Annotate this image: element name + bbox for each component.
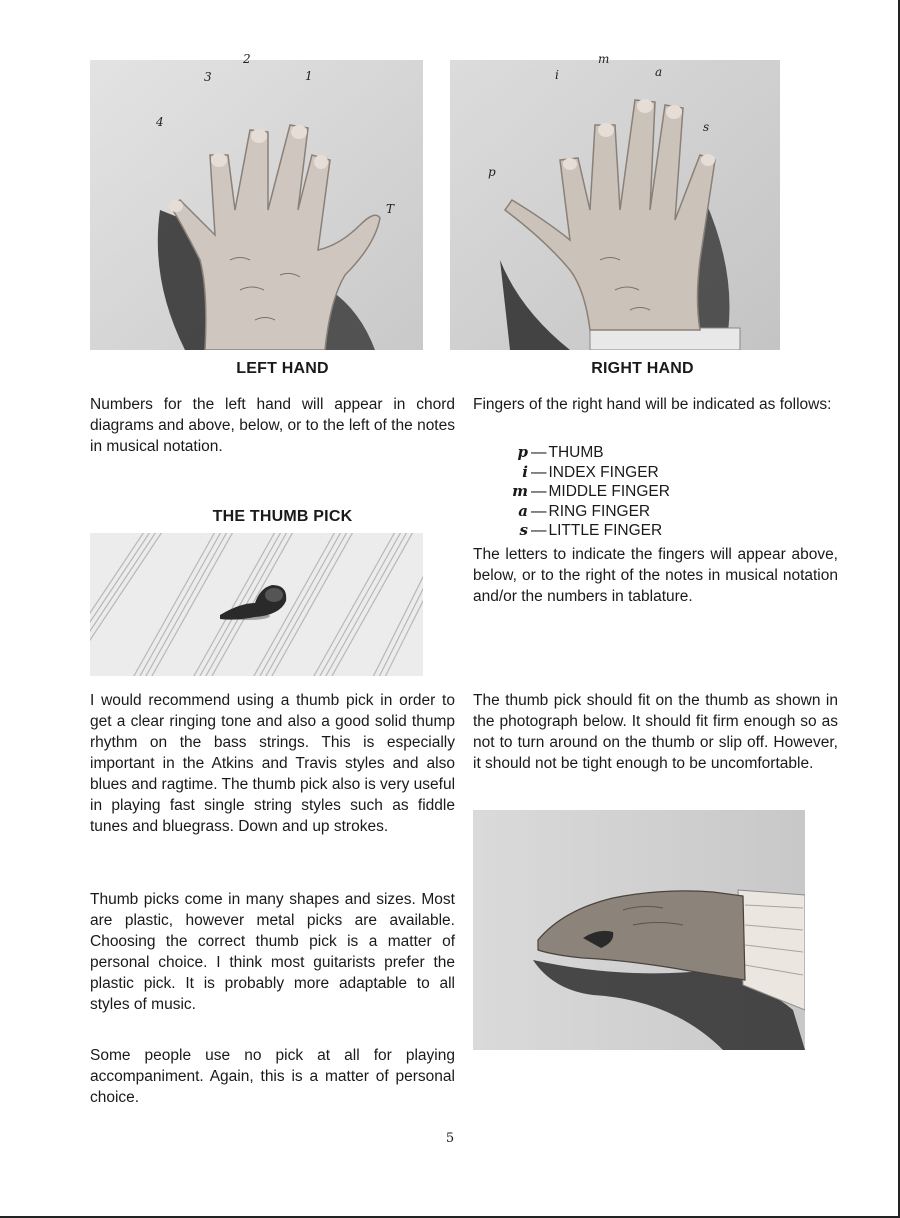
finger-legend <box>508 443 670 541</box>
thumb-pick-photo <box>90 533 423 676</box>
legend-dash: — <box>531 444 547 461</box>
hand-with-thumb-pick-photo <box>473 810 805 1050</box>
legend-letter: s <box>519 521 528 539</box>
legend-row-ring <box>508 502 670 522</box>
legend-dash: — <box>531 522 547 539</box>
right-finger-label-p: p <box>488 165 496 179</box>
left-finger-label-2: 2 <box>243 52 251 66</box>
thumb-pick-heading: THE THUMB PICK <box>212 508 353 525</box>
page-number: 5 <box>445 1131 455 1146</box>
left-hand-text: Numbers for the left hand will appear in chord diagrams and above, below, or to the left of the notes in musical notation. <box>90 396 455 455</box>
legend-dash: — <box>531 502 547 520</box>
right-finger-label-m: m <box>598 52 610 66</box>
left-finger-label-3: 3 <box>204 70 212 84</box>
thumb-pick-paragraph-2: Thumb picks come in many shapes and sizes. Most are plastic, however metal picks are available. Choosing the correct thumb pick is a matter of personal choice. I think most guitarists prefer the plastic pick. It is probably more adaptable to all styles of music. <box>90 891 455 1013</box>
left-finger-label-4: 4 <box>156 115 164 129</box>
legend-label: RING FINGER <box>548 502 651 520</box>
legend-letter: m <box>512 482 528 500</box>
thumb-pick-paragraph-1: I would recommend using a thumb pick in order to get a clear ringing tone and also a good solid thump rhythm on the bass strings. This is especially important in the Atkins and Travis styles and also blues and ragtime. The thumb pick also is very useful in playing fast single string styles such as fiddle tunes and bluegrass. Down and up strokes. <box>90 692 456 835</box>
finger-letters-text: The letters to indicate the fingers will appear above, below, or to the right of the notes in musical notation and/or the numbers in tablature. <box>473 546 838 605</box>
legend-label: THUMB <box>548 444 604 461</box>
thumb-pick-fit-text: The thumb pick should fit on the thumb as shown in the photograph below. It should fit firm enough so as not to turn around on the thumb or slip off. However, it should not be tight enough to be uncomfortable. <box>473 692 838 772</box>
legend-letter: a <box>518 501 528 520</box>
legend-letter: i <box>522 462 528 481</box>
right-finger-label-i: i <box>555 68 559 82</box>
right-finger-label-a: a <box>655 65 663 79</box>
legend-letter: p <box>517 443 528 461</box>
legend-row-little <box>508 521 670 541</box>
legend-row-middle <box>508 482 670 502</box>
legend-label: INDEX FINGER <box>548 463 659 481</box>
left-finger-label-1: 1 <box>305 69 313 83</box>
right-hand-photo <box>450 60 780 350</box>
legend-dash: — <box>531 483 547 500</box>
legend-label: LITTLE FINGER <box>548 522 663 539</box>
legend-row-index <box>508 463 670 483</box>
left-hand-photo <box>90 60 423 350</box>
legend-dash: — <box>531 463 547 481</box>
left-thumb-label: T <box>386 202 395 216</box>
legend-label: MIDDLE FINGER <box>548 483 670 500</box>
right-hand-intro: Fingers of the right hand will be indicated as follows: <box>473 396 832 413</box>
right-finger-label-s: s <box>703 120 710 134</box>
thumb-pick-paragraph-3: Some people use no pick at all for playing accompaniment. Again, this is a matter of personal choice. <box>90 1047 455 1106</box>
right-hand-caption: RIGHT HAND <box>591 360 694 377</box>
legend-row-thumb <box>508 443 670 463</box>
left-hand-caption: LEFT HAND <box>236 360 329 377</box>
